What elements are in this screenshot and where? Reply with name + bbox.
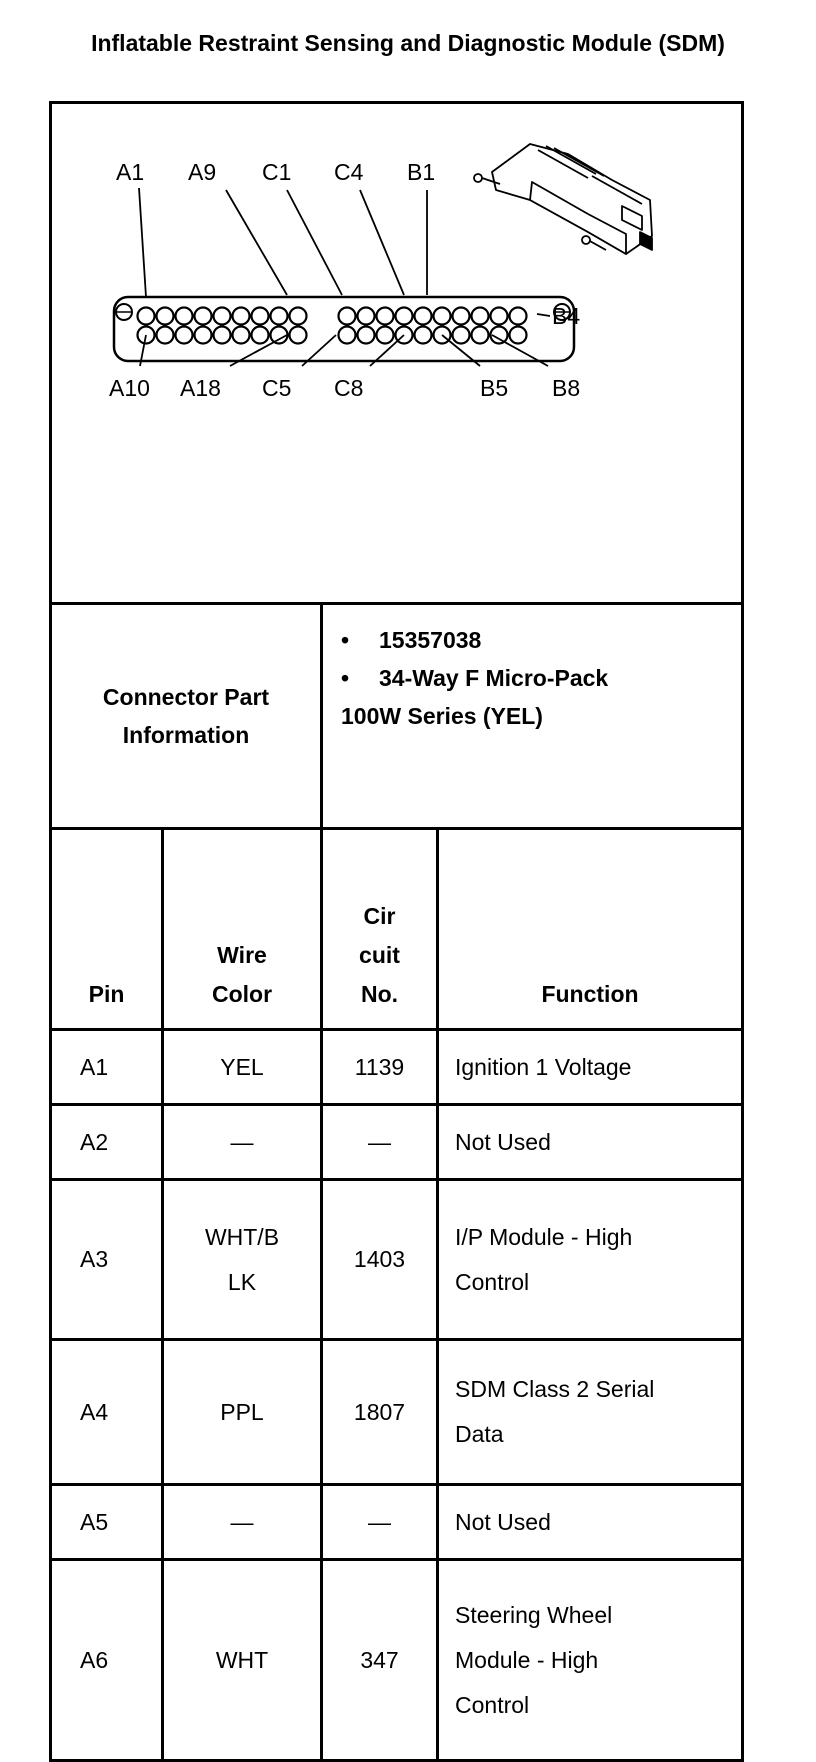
- page-title: Inflatable Restraint Sensing and Diagnostic Module (SDM): [91, 30, 725, 56]
- pin-label-a9: A9: [188, 159, 217, 185]
- pin-hole: [195, 327, 212, 344]
- wire-color-cell: WHT: [163, 1560, 322, 1761]
- wire-color-cell: —: [163, 1485, 322, 1560]
- table-row: [51, 1105, 743, 1180]
- function-cell: Steering Wheel Module - High Control: [438, 1560, 743, 1761]
- pin-cell: A6: [51, 1560, 163, 1761]
- pin-hole: [176, 308, 193, 325]
- table-row: [51, 1030, 743, 1105]
- pin-hole: [290, 308, 307, 325]
- pin-hole: [195, 308, 212, 325]
- connector-series: 100W Series (YEL): [341, 703, 543, 729]
- connector-3d-icon: [474, 144, 652, 254]
- pin-cell: A5: [51, 1485, 163, 1560]
- function-cell: I/P Module - High Control: [438, 1180, 743, 1340]
- circuit-cell: 1139: [322, 1030, 438, 1105]
- table-row: [51, 1560, 743, 1761]
- pin-label-c1: C1: [262, 159, 292, 185]
- pin-label-a10: A10: [109, 375, 150, 401]
- pin-label-c8: C8: [334, 375, 364, 401]
- function-cell: Not Used: [438, 1105, 743, 1180]
- pin-cell: A1: [51, 1030, 163, 1105]
- pin-hole: [415, 327, 432, 344]
- pin-cell: A4: [51, 1340, 163, 1485]
- pin-hole: [271, 327, 288, 344]
- function-cell: SDM Class 2 Serial Data: [438, 1340, 743, 1485]
- pin-hole: [233, 327, 250, 344]
- pin-hole: [377, 308, 394, 325]
- wire-color-cell: WHT/B LK: [163, 1180, 322, 1340]
- header-circuit-no: Cir cuit No.: [322, 829, 438, 1030]
- column-headers: [51, 829, 743, 1030]
- header-pin: Pin: [51, 829, 163, 1030]
- pin-hole: [472, 327, 489, 344]
- pin-hole: [491, 308, 508, 325]
- wire-color-cell: —: [163, 1105, 322, 1180]
- pin-hole: [290, 327, 307, 344]
- pin-hole: [214, 327, 231, 344]
- pin-hole: [157, 327, 174, 344]
- pin-hole: [396, 308, 413, 325]
- pin-label-c5: C5: [262, 375, 292, 401]
- pin-hole: [252, 327, 269, 344]
- circuit-cell: —: [322, 1485, 438, 1560]
- pin-hole: [271, 308, 288, 325]
- connector-info-label-line1: Connector Part: [102, 684, 270, 710]
- wire-color-cell: PPL: [163, 1340, 322, 1485]
- pin-hole: [453, 308, 470, 325]
- pin-label-b8: B8: [552, 375, 581, 401]
- pin-hole: [157, 308, 174, 325]
- table-row: [51, 1340, 743, 1485]
- pin-hole: [415, 308, 432, 325]
- table-row: [51, 1180, 743, 1340]
- pin-hole: [510, 308, 527, 325]
- part-number: 15357038: [379, 627, 482, 653]
- connector-info-label: [51, 604, 322, 829]
- pin-label-c4: C4: [334, 159, 364, 185]
- pin-hole: [138, 308, 155, 325]
- wire-color-cell: YEL: [163, 1030, 322, 1105]
- pin-hole: [453, 327, 470, 344]
- pin-hole: [358, 308, 375, 325]
- connector-info-label-line2: Information: [122, 722, 250, 748]
- function-cell: Not Used: [438, 1485, 743, 1560]
- circuit-cell: 1807: [322, 1340, 438, 1485]
- bullet-icon: •: [341, 627, 350, 653]
- connector-description: 34-Way F Micro-Pack: [379, 665, 609, 691]
- connector-table: [49, 101, 744, 1762]
- circuit-cell: 1403: [322, 1180, 438, 1340]
- bullet-icon: •: [341, 665, 350, 691]
- pin-hole: [377, 327, 394, 344]
- pin-label-a18: A18: [180, 375, 221, 401]
- pin-cell: A2: [51, 1105, 163, 1180]
- pin-hole: [252, 308, 269, 325]
- function-cell: Ignition 1 Voltage: [438, 1030, 743, 1105]
- circuit-cell: 347: [322, 1560, 438, 1761]
- pin-hole: [472, 308, 489, 325]
- pin-label-b1: B1: [407, 159, 436, 185]
- circuit-cell: —: [322, 1105, 438, 1180]
- pin-hole: [434, 308, 451, 325]
- pin-hole: [339, 308, 356, 325]
- pin-label-b4: B4: [552, 303, 581, 329]
- table-row: [51, 1485, 743, 1560]
- pin-hole: [358, 327, 375, 344]
- pin-hole: [339, 327, 356, 344]
- header-function: Function: [438, 829, 743, 1030]
- pin-hole: [214, 308, 231, 325]
- pin-cell: A3: [51, 1180, 163, 1340]
- header-wire-color: Wire Color: [163, 829, 322, 1030]
- connector-diagram: [51, 103, 743, 604]
- connector-drawing: [52, 104, 742, 602]
- pin-label-a1: A1: [116, 159, 145, 185]
- connector-info-value: [322, 604, 743, 829]
- pin-hole: [233, 308, 250, 325]
- pin-hole: [510, 327, 527, 344]
- pin-hole: [176, 327, 193, 344]
- pin-label-b5: B5: [480, 375, 509, 401]
